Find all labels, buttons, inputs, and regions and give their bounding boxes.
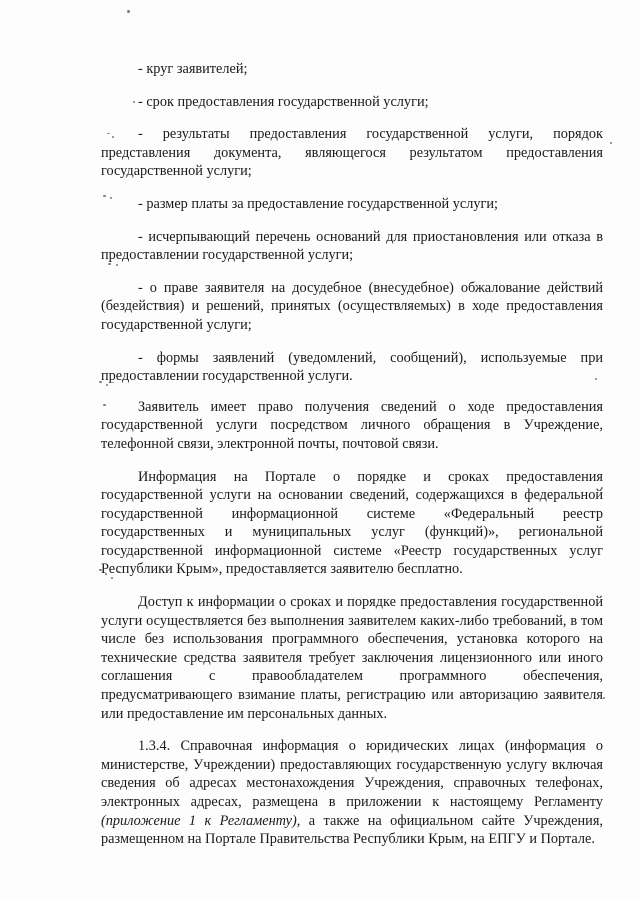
list-item: - срок предоставления государственной услуги; (138, 93, 429, 110)
list-item: - результаты предоставления государственной услуги, порядок представления документа, являющегося результатом предоставления государственной услуги; (101, 126, 603, 180)
appendix-reference: (приложение 1 к Регламенту), (101, 812, 301, 829)
list-item: - о праве заявителя на досудебное (внесудебное) обжалование действий (бездействия) и решений, принятых (осуществляемых) в ходе предоставления государственной услуги; (101, 279, 603, 333)
scan-speck (603, 697, 605, 699)
section-paragraph (101, 737, 603, 849)
list-item: - формы заявлений (уведомлений, сообщений), используемые при предоставлении государственной услуги. (101, 349, 603, 385)
body-paragraph: Заявитель имеет право получения сведений о ходе предоставления государственной услуги посредством личного обращения в Учреждение, телефонной связи, электронной почты, почтовой связи. (101, 398, 603, 452)
list-item: - исчерпывающий перечень оснований для приостановления или отказа в предоставлении государственной услуги; (101, 228, 603, 264)
body-paragraph: Информация на Портале о порядке и сроках предоставления государственной услуги на основании сведений, содержащихся в федеральной государственной информационной системе «Федеральный реестр государственных и муниципальных услуг (функций)», региональной государственной информационной системе «Реестр государственных услуг Республики Крым», предоставляется заявителю бесплатно. (101, 468, 603, 578)
body-paragraph: Доступ к информации о сроках и порядке предоставления государственной услуги осуществляется без выполнения заявителем каких-либо требований, в том числе без использования программного обеспечения, установка которого на технические средства заявителя требует заключения лицензионного или иного соглашения с правообладателем программного обеспечения, предусматривающего взимание платы, регистрацию или авторизацию заявителя или предоставление им персональных данных. (101, 594, 603, 722)
scan-speck (127, 10, 130, 13)
section-text-end: а также на официальном сайте Учреждения, размещенном на Портале Правительства Республики Крым, на ЕПГУ и Портале. (101, 812, 603, 848)
list-item: - размер платы за предоставление государственной услуги; (138, 195, 498, 212)
scan-speck (610, 142, 612, 144)
section-text-start: 1.3.4. Справочная информация о юридических лицах (информация о министерстве, Учреждении) предоставляющих государственную услугу включая сведения об адресах местонахождения Учреждения, справочных телефонах, электронных адресах, размещена в приложении к настоящему Регламенту (101, 738, 603, 810)
list-item: - круг заявителей; (138, 61, 248, 77)
document-body (101, 60, 603, 849)
